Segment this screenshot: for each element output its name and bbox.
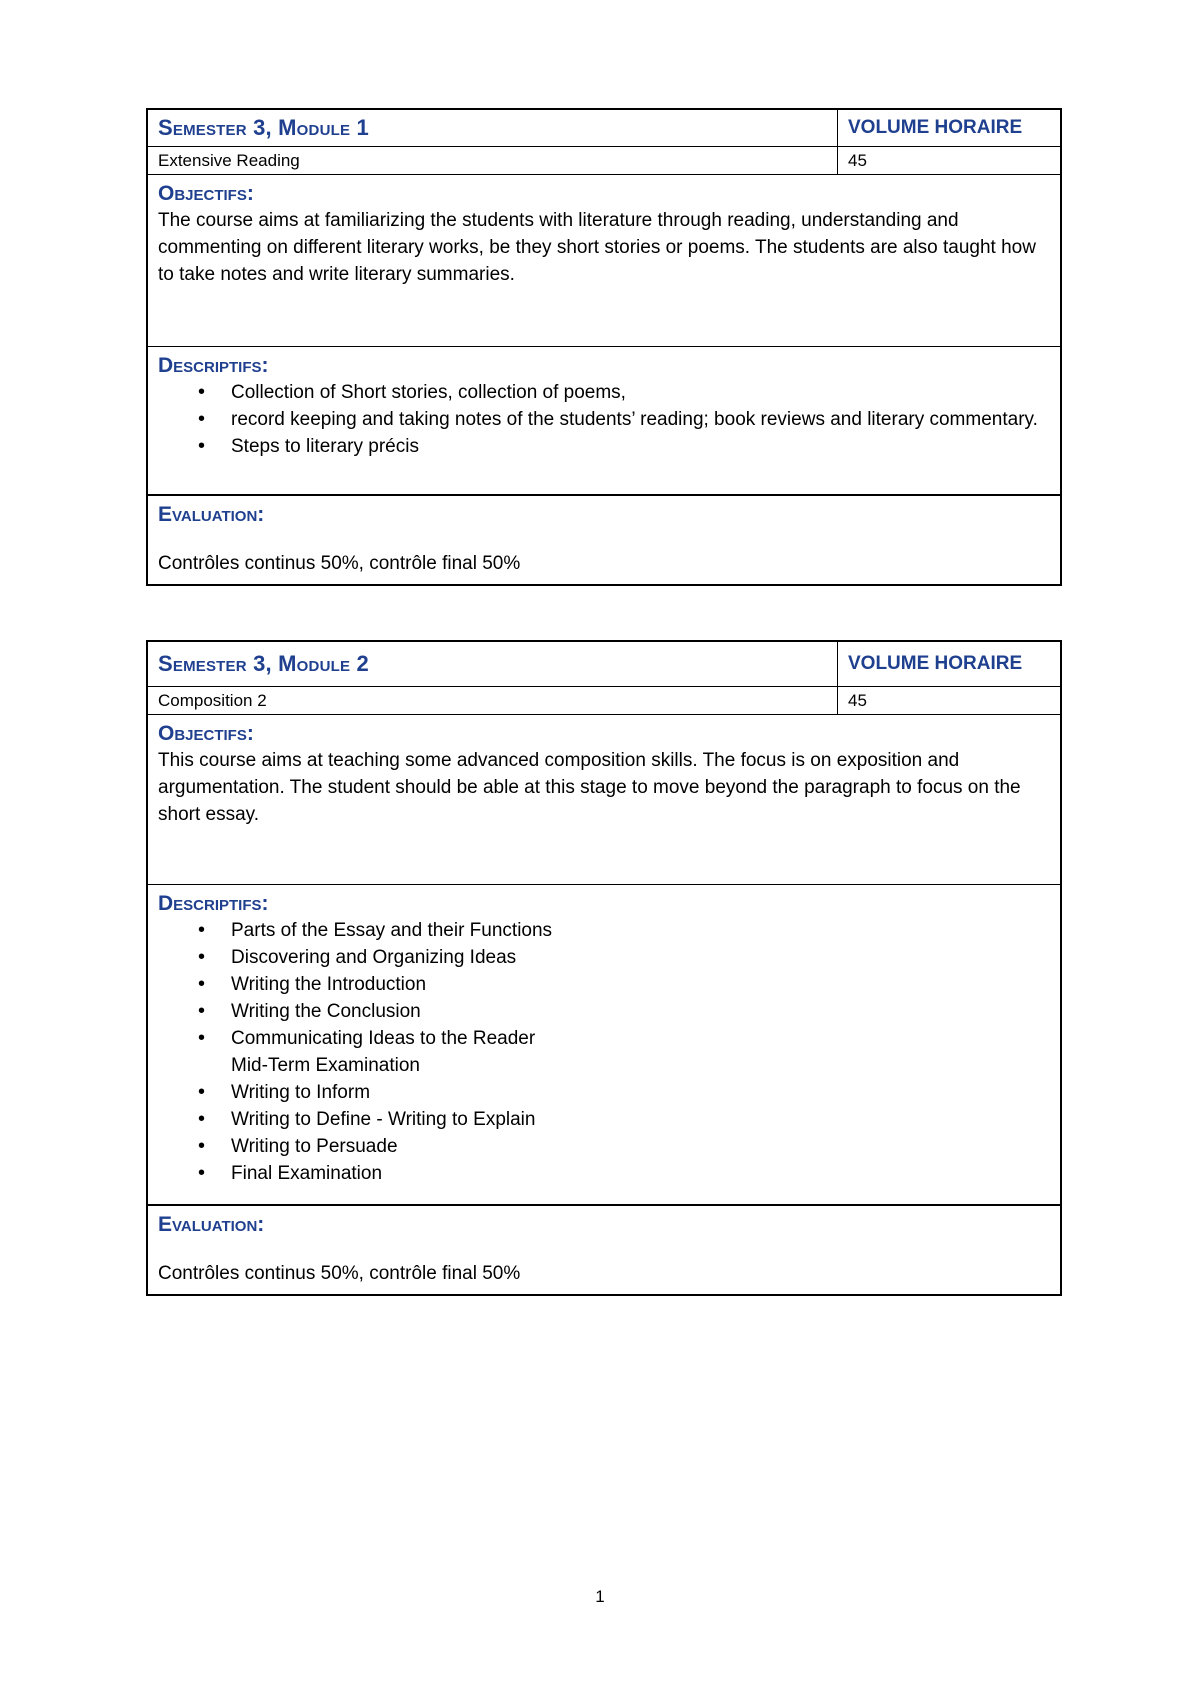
module-2-descriptifs-title: Descriptifs:	[158, 892, 269, 915]
module-1-evaluation	[148, 494, 1060, 584]
module-2-hours: 45	[848, 690, 867, 710]
module-1-objectifs-text: The course aims at familiarizing the students with literature through reading, understanding and commenting on different literary works, be they short stories or poems. The students are also taught how to take notes and write literary summaries.	[158, 210, 1036, 285]
module-2-table	[146, 640, 1062, 1296]
module-1-hours: 45	[848, 150, 867, 170]
module-2-header-cell	[148, 642, 838, 686]
module-2-objectifs-text: This course aims at teaching some advanced composition skills. The focus is on exposition and argumentation. The student should be able at this stage to move beyond the paragraph to focus on the short essay.	[158, 750, 1021, 825]
module-2-hours-cell	[838, 687, 1060, 714]
module-1-descriptifs-list	[158, 379, 1050, 460]
module-1-descriptifs	[148, 346, 1060, 494]
module-2-volume-label: VOLUME HORAIRE	[848, 653, 1023, 674]
module-1-course-cell	[148, 147, 838, 174]
list-item: • Final Examination	[231, 1160, 1050, 1187]
page-number: 1	[595, 1587, 605, 1606]
module-2-descriptifs-note: Mid-Term Examination	[231, 1055, 420, 1076]
list-item: • record keeping and taking notes of the students’ reading; book reviews and literary commentary.	[231, 406, 1050, 433]
module-2-course-row	[148, 686, 1060, 714]
module-2-objectifs	[148, 714, 1060, 884]
module-1-volume-label: VOLUME HORAIRE	[848, 117, 1023, 138]
module-1-header-cell	[148, 110, 838, 146]
list-item: • Parts of the Essay and their Functions	[231, 917, 1050, 944]
list-item: • Writing to Persuade	[231, 1133, 1050, 1160]
module-2-descriptifs-list-continued	[158, 1079, 1050, 1187]
module-1-evaluation-text: Contrôles continus 50%, contrôle final 50%	[158, 553, 521, 574]
module-1-table	[146, 108, 1062, 586]
list-item: • Collection of Short stories, collection of poems,	[231, 379, 1050, 406]
module-1-evaluation-title: Evaluation:	[158, 503, 265, 526]
module-2-volume-cell	[838, 642, 1060, 686]
module-2-evaluation	[148, 1204, 1060, 1294]
module-1-title: Semester 3, Module 1	[158, 115, 369, 140]
module-1-course-row	[148, 146, 1060, 174]
list-item: • Communicating Ideas to the Reader	[231, 1025, 1050, 1052]
module-1-descriptifs-title: Descriptifs:	[158, 354, 269, 377]
module-2-objectifs-title: Objectifs:	[158, 722, 254, 745]
module-1-header-row	[148, 110, 1060, 146]
list-item: • Discovering and Organizing Ideas	[231, 944, 1050, 971]
module-2-descriptifs-list	[158, 917, 1050, 1052]
module-1-objectifs	[148, 174, 1060, 346]
module-2-evaluation-text: Contrôles continus 50%, contrôle final 50%	[158, 1263, 521, 1284]
module-1-objectifs-title: Objectifs:	[158, 182, 254, 205]
module-1-volume-cell	[838, 110, 1060, 146]
module-2-header-row	[148, 642, 1060, 686]
module-1-course-name: Extensive Reading	[158, 150, 300, 170]
module-2-descriptifs	[148, 884, 1060, 1204]
list-item: • Writing the Conclusion	[231, 998, 1050, 1025]
module-2-title: Semester 3, Module 2	[158, 651, 369, 676]
list-item: • Writing the Introduction	[231, 971, 1050, 998]
module-2-evaluation-title: Evaluation:	[158, 1213, 265, 1236]
module-2-course-name: Composition 2	[158, 690, 267, 710]
list-item: • Writing to Inform	[231, 1079, 1050, 1106]
module-1-hours-cell	[838, 147, 1060, 174]
list-item: • Steps to literary précis	[231, 433, 1050, 460]
module-2-course-cell	[148, 687, 838, 714]
list-item: • Writing to Define - Writing to Explain	[231, 1106, 1050, 1133]
